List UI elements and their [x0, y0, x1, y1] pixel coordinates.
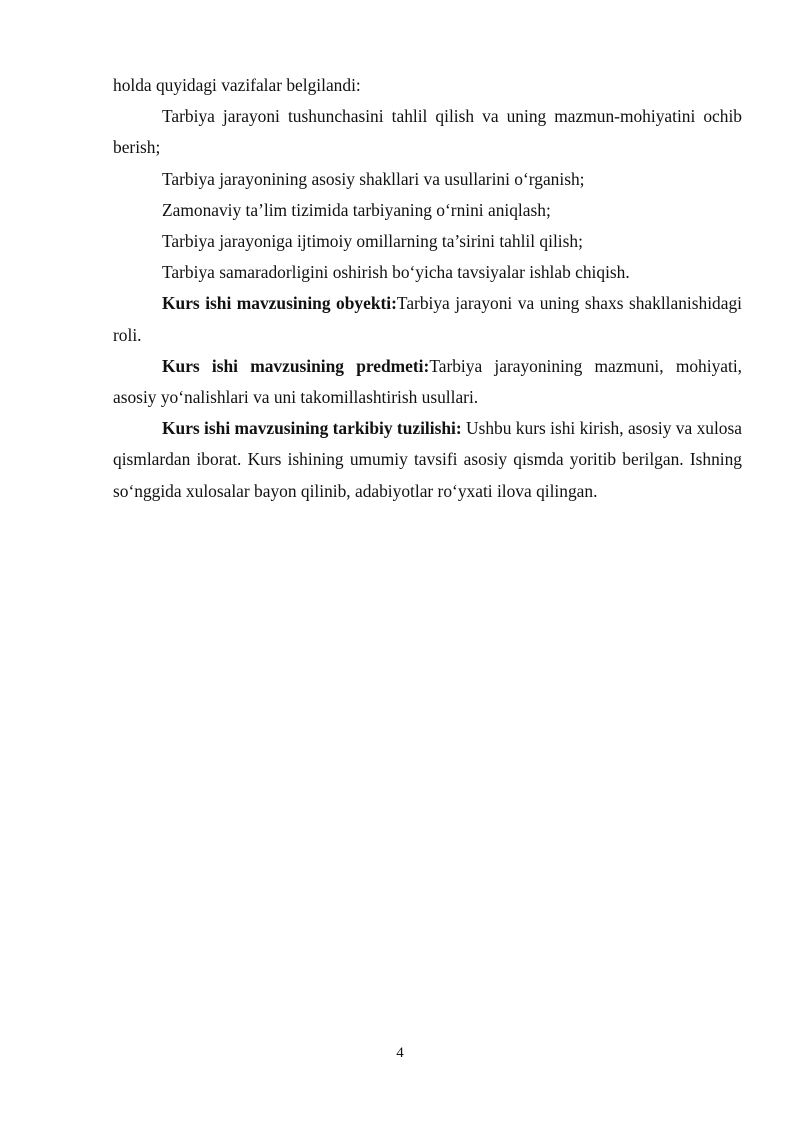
object-paragraph: [113, 288, 742, 350]
task-item-2: Tarbiya jarayonining asosiy shakllari va usullarini o‘rganish;: [162, 168, 585, 189]
task-item-4: Tarbiya jarayoniga ijtimoiy omillarning ta’sirini tahlil qilish;: [162, 231, 583, 252]
structure-text: Ushbu kurs ishi kirish, asosiy va xulosa qismlardan iborat. Kurs ishining umumiy tavsifi asosiy qismda yoritib berilgan. Ishning so‘nggida xulosalar bayon qilinib, adabiyotlar ro‘yxati ilova qilingan.: [113, 418, 742, 501]
subject-paragraph: [113, 351, 742, 413]
page-body: [113, 70, 742, 507]
task-item-5: Tarbiya samaradorligini oshirish bo‘yicha tavsiyalar ishlab chiqish.: [162, 262, 630, 283]
structure-paragraph: [113, 413, 742, 507]
page-number: 4: [396, 1045, 404, 1061]
task-item-3: Zamonaviy ta’lim tizimida tarbiyaning o‘rnini aniqlash;: [162, 199, 551, 220]
object-label: Kurs ishi mavzusining obyekti:: [162, 293, 397, 314]
structure-label: Kurs ishi mavzusining tarkibiy tuzilishi:: [162, 418, 462, 439]
subject-label: Kurs ishi mavzusining predmeti:: [162, 355, 430, 376]
subject-text: Tarbiya jarayonining mazmuni, mohiyati, asosiy yo‘nalishlari va uni takomillashtirish usullari.: [113, 355, 742, 408]
task-item-1: Tarbiya jarayoni tushunchasini tahlil qilish va uning mazmun-mohiyatini ochib berish;: [113, 106, 742, 158]
object-text: Tarbiya jarayoni va uning shaxs shakllanishidagi roli.: [113, 293, 742, 345]
intro-line: holda quyidagi vazifalar belgilandi:: [113, 75, 361, 95]
